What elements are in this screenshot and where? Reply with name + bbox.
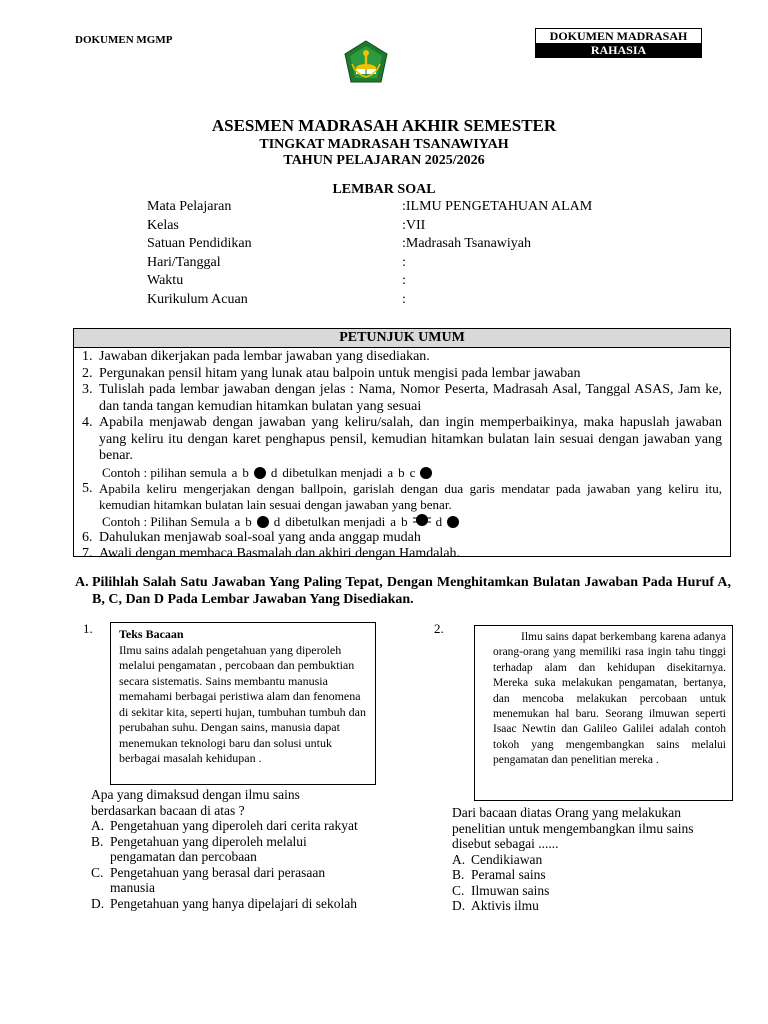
option-letter: B.	[452, 867, 465, 882]
subtitle-year: TAHUN PELAJARAN 2025/2026	[283, 153, 485, 168]
instruction-number: 3.	[82, 382, 93, 397]
answer-option[interactable]	[452, 898, 732, 914]
option-text: Ilmuwan sains	[471, 882, 550, 898]
question-2	[452, 805, 732, 914]
info-row-date	[147, 254, 592, 273]
question-number: 1.	[83, 621, 93, 636]
option-letter: A.	[452, 851, 466, 867]
kemenag-logo-icon	[342, 40, 390, 84]
option-text: Peramal sains	[471, 867, 546, 882]
info-row-curriculum	[147, 291, 592, 310]
answer-option[interactable]	[91, 896, 381, 912]
filled-bubble-icon	[254, 467, 266, 479]
option-text: Pengetahuan yang hanya dipelajari di sekolah	[110, 895, 358, 911]
info-row-subject	[147, 198, 592, 217]
instructions-heading: PETUNJUK UMUM	[74, 329, 730, 348]
info-row-class	[147, 217, 592, 236]
info-key: Kurikulum Acuan	[147, 291, 248, 307]
info-value: :ILMU PENGETAHUAN ALAM	[402, 199, 593, 214]
option-letter: C.	[452, 882, 465, 898]
option-letter: D.	[91, 895, 105, 911]
answer-option[interactable]	[452, 867, 732, 883]
classification-label: DOKUMEN MADRASAH	[549, 29, 688, 43]
option-letter: b	[401, 513, 408, 529]
sheet-title: LEMBAR SOAL	[332, 182, 436, 197]
subtitle-level: TINGKAT MADRASAH TSANAWIYAH	[259, 137, 509, 152]
example-pencil	[82, 465, 722, 481]
filled-bubble-icon	[420, 467, 432, 479]
info-row-school	[147, 235, 592, 254]
reading-passage-box	[474, 625, 733, 801]
instruction-item	[82, 349, 722, 366]
answer-option[interactable]	[452, 883, 732, 899]
option-text: Aktivis ilmu	[471, 898, 539, 913]
option-letter: b	[398, 464, 405, 480]
option-letter: D.	[452, 898, 466, 913]
option-letter: d	[273, 513, 281, 529]
info-key: Mata Pelajaran	[147, 199, 232, 214]
option-letter: a	[234, 513, 241, 529]
strikethrough-bubble-icon	[413, 514, 431, 526]
instruction-number: 7.	[82, 546, 93, 561]
info-value: :	[402, 273, 406, 288]
option-letter: A.	[91, 818, 105, 833]
info-row-time	[147, 272, 592, 291]
option-letter: b	[242, 464, 249, 480]
answer-option[interactable]	[91, 834, 381, 865]
reading-title: Teks Bacaan	[119, 627, 184, 641]
instruction-number: 5.	[82, 480, 93, 496]
instruction-item	[82, 382, 722, 415]
option-letter: d	[435, 513, 443, 529]
confidential-label: RAHASIA	[536, 43, 701, 57]
exam-info-table	[147, 198, 592, 309]
section-label: A.	[75, 575, 89, 590]
general-instructions-box	[73, 328, 731, 561]
option-text: Pengetahuan yang diperoleh dari cerita rakyat	[110, 818, 358, 833]
struck-bubble-icon	[413, 514, 431, 530]
info-key: Hari/Tanggal	[147, 254, 221, 270]
answer-option[interactable]	[452, 852, 732, 868]
instruction-item	[82, 481, 722, 514]
instruction-number: 1.	[82, 349, 93, 364]
info-value: :VII	[402, 217, 426, 233]
instruction-number: 6.	[82, 529, 93, 545]
option-text: Pengetahuan yang berasal dari perasaan manusia	[110, 864, 326, 895]
question-1	[91, 787, 381, 911]
instruction-text: Apabila menjawab dengan jawaban yang keliru/salah, dan ingin memperbaikinya, maka hapuslah jawaban yang keliru itu dengan karet penghapus pensil, kemudian hitamkan bulatan lain sesuai dengan jawaban yang benar.	[99, 415, 722, 463]
option-letter: a	[390, 513, 397, 529]
instruction-item	[82, 546, 722, 563]
option-letter: d	[270, 464, 278, 480]
option-letter: C.	[91, 864, 104, 880]
instruction-number: 2.	[82, 365, 93, 381]
reading-text: Ilmu sains adalah pengetahuan yang diperoleh melalui pengamatan , percobaan dan pembuktian secara sistematis. Sains membantu manusia memahami berbagai peristiwa alam dan fenomena di sekitar kita, seperti hujan, tumbuhan tumbuh dan perubahan suhu. Dengan sains, manusia dapat menemukan teknologi baru dan solusi untuk berbagai masalah kehidupan .	[119, 642, 366, 765]
instruction-text: Jawaban dikerjakan pada lembar jawaban yang disediakan.	[99, 349, 430, 364]
instruction-text: Dahulukan menjawab soal-soal yang anda anggap mudah	[99, 529, 421, 545]
instruction-text: Pergunakan pensil hitam yang lunak atau balpoin untuk mengisi pada lembar jawaban	[99, 365, 581, 381]
option-letter: B.	[91, 833, 104, 849]
info-key: Kelas	[147, 217, 179, 233]
instruction-text: Apabila keliru mengerjakan dengan ballpoin, garislah dengan dua garis mendatar pada jawaban yang keliru itu, kemudian hitamkan bulatan lain sesuai dengan jawaban yang benar.	[99, 480, 722, 512]
option-letter: c	[409, 464, 416, 480]
info-value: :Madrasah Tsanawiyah	[402, 236, 532, 251]
option-text: Pengetahuan yang diperoleh melalui pengamatan dan percobaan	[110, 833, 307, 864]
example-mid-text: dibetulkan menjadi	[282, 464, 383, 480]
info-value: :	[402, 291, 406, 307]
question-number: 2.	[434, 621, 444, 636]
page-title: ASESMEN MADRASAH AKHIR SEMESTER	[211, 116, 557, 135]
instruction-number: 4.	[82, 415, 93, 430]
info-key: Waktu	[147, 273, 184, 288]
document-label-mgmp: DOKUMEN MGMP	[75, 34, 173, 46]
answer-option[interactable]	[91, 865, 381, 896]
option-text: Cendikiawan	[471, 851, 543, 867]
example-prefix: Contoh : Pilihan Semula	[102, 513, 230, 529]
section-text: Pilihlah Salah Satu Jawaban Yang Paling Tepat, Dengan Menghitamkan Bulatan Jawaban Pada Huruf A, B, C, Dan D Pada Lembar Jawaban Yang Disediakan.	[92, 575, 731, 607]
reading-text: Ilmu sains dapat berkembang karena adanya orang-orang yang memiliki rasa ingin tahu tinggi terhadap alam dan kehidupan disekitarnya. Mereka suka melakukan pengamatan, bertanya, dan mencoba melakukan percobaan untuk menemukan hal baru. Seorang ilmuwan seperti Isaac Newtin dan Galileo Galilei adalah contoh tokoh yang mengembangkan sains melalui pengamatan dan penelitian mereka .	[493, 631, 726, 767]
section-a-instruction	[75, 574, 731, 608]
example-prefix: Contoh : pilihan semula	[102, 464, 227, 480]
question-text: Dari bacaan diatas Orang yang melakukan penelitian untuk mengembangkan ilmu sains disebut sebagai ......	[452, 805, 694, 851]
question-text: Apa yang dimaksud dengan ilmu sains berdasarkan bacaan di atas ?	[91, 787, 300, 818]
info-key: Satuan Pendidikan	[147, 236, 252, 251]
option-letter: a	[231, 464, 238, 480]
filled-bubble-icon	[447, 516, 459, 528]
filled-bubble-icon	[257, 516, 269, 528]
info-value: :	[402, 254, 406, 270]
instruction-text: Tulislah pada lembar jawaban dengan jelas : Nama, Nomor Peserta, Madrasah Asal, Tanggal ASAS, Jam ke, dan tanda tangan kemudian hitamkan bulatan yang sesuai	[99, 382, 722, 414]
answer-option[interactable]	[91, 818, 381, 834]
instruction-item	[82, 530, 722, 547]
instruction-text: Awali dengan membaca Basmalah dan akhiri dengan Hamdalah.	[99, 546, 461, 561]
document-classification-box	[535, 28, 702, 58]
option-letter: b	[245, 513, 252, 529]
instruction-item	[82, 366, 722, 383]
example-mid-text: dibetulkan menjadi	[285, 513, 386, 529]
reading-passage-box	[110, 622, 376, 785]
example-ballpoint	[82, 514, 722, 530]
instruction-item	[82, 415, 722, 465]
option-letter: a	[387, 464, 394, 480]
